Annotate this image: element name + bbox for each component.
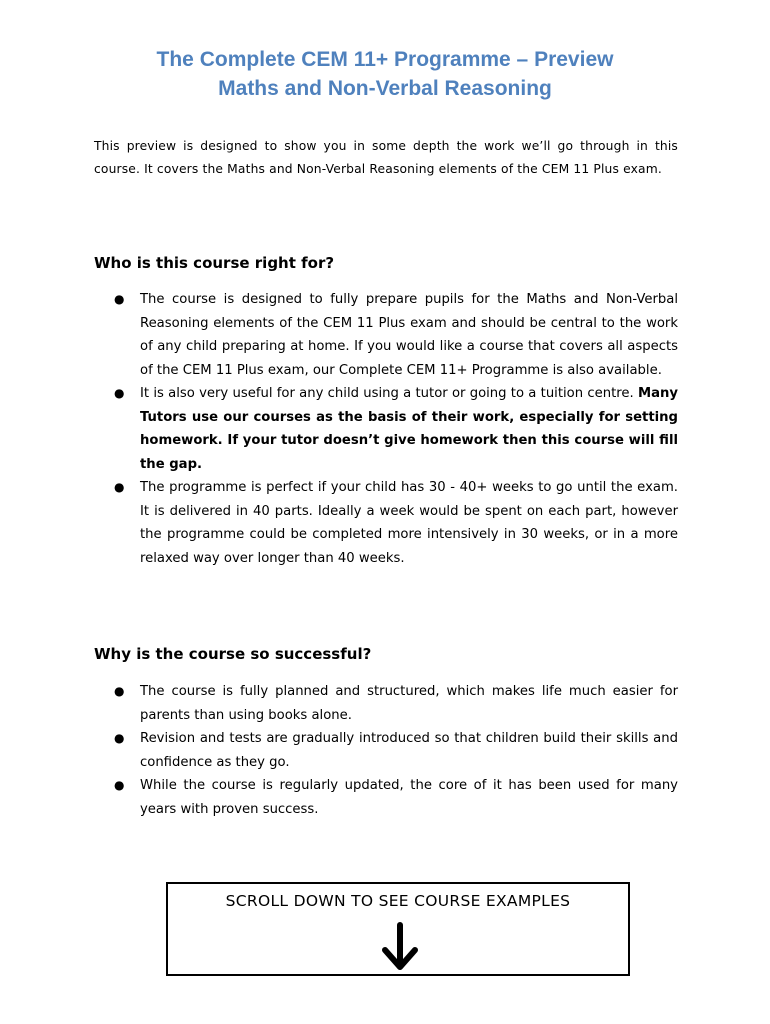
section-heading-who: Who is this course right for? (94, 254, 335, 272)
arrow-down-icon (380, 922, 420, 972)
bullet-icon: ● (114, 684, 125, 698)
bullet-text: Revision and tests are gradually introduced so that children build their skills and confidence as they go. (140, 731, 678, 770)
scroll-down-callout (166, 882, 630, 976)
list-item (94, 476, 678, 570)
who-bullet-list (94, 288, 678, 570)
bullet-text: The programme is perfect if your child has 30 - 40+ weeks to go until the exam. It is delivered in 40 parts. Ideally a week would be spent on each part, however the programme could be completed more intensively in 30 weeks, or in a more relaxed way over longer than 40 weeks. (140, 480, 678, 566)
page-title: The Complete CEM 11+ Programme – Preview (156, 48, 614, 71)
bullet-text: While the course is regularly updated, the core of it has been used for many years with proven success. (140, 778, 678, 817)
bullet-text: The course is designed to fully prepare pupils for the Maths and Non-Verbal Reasoning elements of the CEM 11 Plus exam and should be central to the work of any child preparing at home. If you would like a course that covers all aspects of the CEM 11 Plus exam, our Complete CEM 11+ Programme is also available. (140, 292, 678, 378)
bullet-icon: ● (114, 480, 125, 494)
bullet-icon: ● (114, 731, 125, 745)
list-item (94, 680, 678, 727)
intro-paragraph: This preview is designed to show you in some depth the work we’ll go through in this course. It covers the Maths and Non-Verbal Reasoning elements of the CEM 11 Plus exam. (94, 139, 678, 176)
bullet-text: It is also very useful for any child using a tutor or going to a tuition centre. (140, 386, 638, 401)
bullet-bold-text: Many Tutors use our courses as the basis of their work, especially for setting homework. If your tutor doesn’t give homework then this course will fill the gap. (140, 386, 678, 472)
bullet-text: The course is fully planned and structured, which makes life much easier for parents than using books alone. (140, 684, 678, 723)
list-item (94, 727, 678, 774)
list-item (94, 288, 678, 382)
section-heading-why: Why is the course so successful? (94, 645, 372, 663)
page-subtitle: Maths and Non-Verbal Reasoning (218, 77, 552, 100)
bullet-icon: ● (114, 292, 125, 306)
bullet-icon: ● (114, 778, 125, 792)
list-item (94, 382, 678, 476)
scroll-down-label: SCROLL DOWN TO SEE COURSE EXAMPLES (225, 892, 571, 910)
bullet-icon: ● (114, 386, 125, 400)
list-item (94, 774, 678, 821)
why-bullet-list (94, 680, 678, 821)
